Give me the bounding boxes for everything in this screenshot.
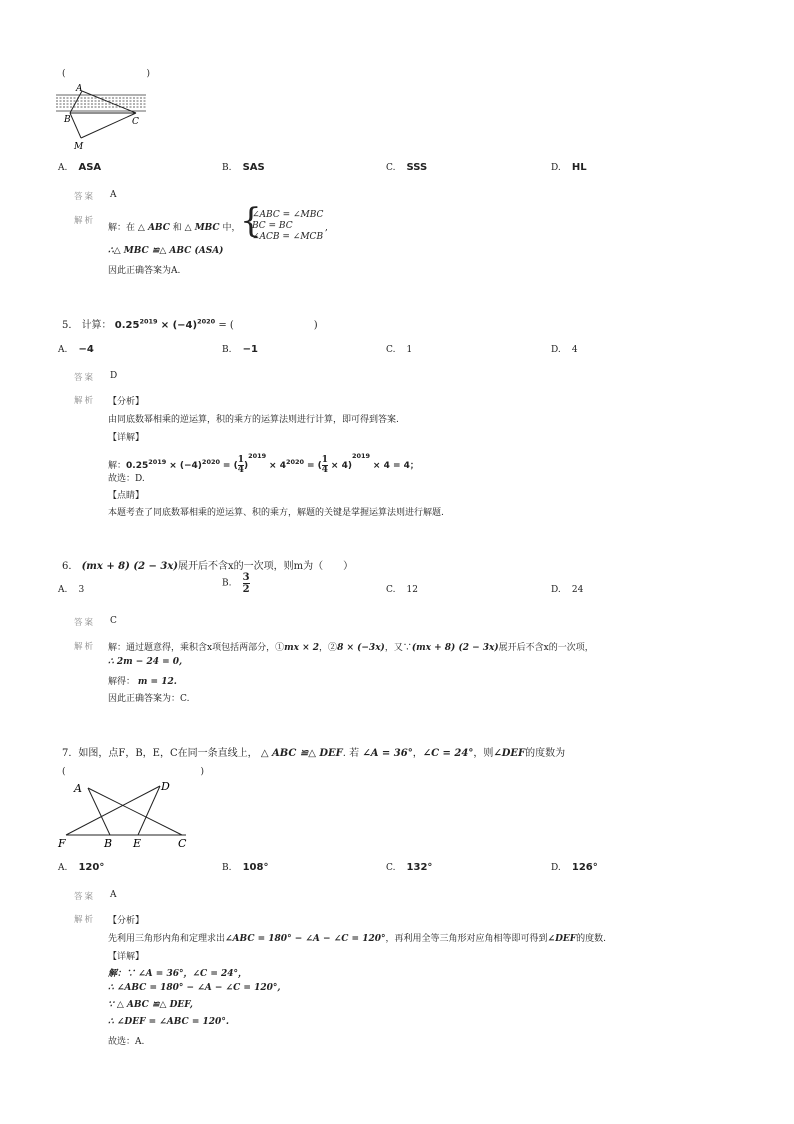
q4-option-a-letter: A. bbox=[58, 163, 68, 173]
q7-stem-e: ， bbox=[412, 748, 423, 759]
q5-calc-e: × 4 bbox=[269, 461, 286, 471]
q6-number: 6． bbox=[62, 561, 79, 572]
q6-line3-a: 解得： bbox=[108, 677, 136, 687]
q5-heading-dianjing: 【点睛】 bbox=[108, 491, 145, 501]
q6-option-a[interactable] bbox=[58, 577, 84, 596]
q4-system-end: , bbox=[325, 223, 328, 233]
q6-answer-value: C bbox=[110, 616, 117, 626]
q7-option-a-letter: A. bbox=[58, 863, 68, 873]
q7-option-c-text: 132° bbox=[406, 862, 433, 873]
q6-line3-b: m = 12. bbox=[137, 677, 177, 687]
q4-mid: 中， bbox=[222, 223, 241, 233]
q6-line1-f: (mx + 8) (2 − 3x) bbox=[411, 643, 499, 653]
q5-option-d[interactable] bbox=[551, 337, 578, 356]
q5-fraction-1-den: 4 bbox=[237, 465, 244, 475]
q4-system-eq1: ∠ABC = ∠MBC bbox=[252, 210, 324, 220]
q7-option-d-text: 126° bbox=[571, 862, 598, 873]
q6-option-a-letter: A. bbox=[58, 585, 68, 595]
q4-option-b-text: SAS bbox=[242, 162, 265, 173]
q5-times: × (−4) bbox=[160, 320, 198, 331]
q7-stem-i: 的度数为 bbox=[525, 748, 566, 759]
q7-stem-h: ∠DEF bbox=[493, 748, 526, 759]
q5-fraction-2-num: 1 bbox=[321, 455, 329, 465]
q7-answer-paren: ( ) bbox=[62, 767, 205, 777]
q6-option-c[interactable] bbox=[386, 577, 418, 596]
q6-stem bbox=[62, 557, 353, 572]
q7-heading-fenxi: 【分析】 bbox=[108, 916, 145, 926]
q6-analysis-label: 解析 bbox=[74, 642, 96, 652]
q4-system-brace: { bbox=[240, 201, 262, 241]
q7-fenxi-text bbox=[108, 931, 606, 944]
q7-fig-label-c: C bbox=[178, 837, 187, 850]
q6-option-b-den: 2 bbox=[242, 584, 250, 595]
q5-calc-b: × (−4) bbox=[169, 461, 202, 471]
q7-step-4: ∴ ∠DEF = ∠ABC = 120°. bbox=[108, 1017, 229, 1027]
q7-step-2: ∴ ∠ABC = 180° − ∠A − ∠C = 120°, bbox=[108, 983, 281, 993]
q6-line1-a: 解：通过题意得，乘积含x项包括两部分，① bbox=[108, 643, 285, 653]
q7-option-d[interactable] bbox=[551, 855, 598, 874]
q6-line1-d: 8 × (−3x) bbox=[337, 643, 385, 653]
q4-answer-label: 答案 bbox=[74, 192, 96, 202]
q5-option-c-letter: C. bbox=[386, 345, 396, 355]
q4-analysis-label: 解析 bbox=[74, 216, 96, 226]
q4-conj: 和 bbox=[172, 223, 182, 233]
q4-figure bbox=[56, 82, 148, 152]
q7-option-b-text: 108° bbox=[242, 862, 269, 873]
q4-option-c[interactable] bbox=[386, 155, 427, 174]
q5-calc-g: × 4) bbox=[330, 461, 352, 471]
q4-option-b-letter: B. bbox=[222, 163, 232, 173]
q5-calc-c: = ( bbox=[222, 461, 238, 471]
q7-step-3: ∵ △ ABC ≌△ DEF, bbox=[108, 1000, 193, 1010]
q7-fig-label-a: A bbox=[74, 782, 82, 795]
q6-line1-e: ，又∵ bbox=[384, 643, 412, 653]
q7-option-a[interactable] bbox=[58, 855, 104, 874]
q7-stem-a: 如图，点F，B，E，C在同一条直线上， bbox=[78, 748, 258, 759]
q5-calc-d: ) bbox=[243, 461, 249, 471]
q6-option-d[interactable] bbox=[551, 577, 583, 596]
q7-option-b[interactable] bbox=[222, 855, 268, 874]
q4-option-a[interactable] bbox=[58, 155, 101, 174]
q7-fenxi-e: 的度数. bbox=[576, 934, 607, 944]
q5-heading-fenxi: 【分析】 bbox=[108, 397, 145, 407]
q4-option-a-text: ASA bbox=[78, 162, 102, 173]
q6-analysis-line1 bbox=[108, 640, 594, 653]
q7-fenxi-c: ，再利用全等三角形对应角相等即可得到 bbox=[385, 934, 548, 944]
q4-answer-paren: ( ) bbox=[62, 69, 151, 79]
q6-option-c-text: 12 bbox=[406, 585, 418, 595]
q4-triangle-abc: △ ABC bbox=[137, 223, 170, 233]
q4-option-c-text: SSS bbox=[406, 162, 428, 173]
q6-option-b[interactable] bbox=[222, 572, 250, 595]
q5-exp1: 2019 bbox=[139, 317, 158, 326]
q7-analysis-label: 解析 bbox=[74, 915, 96, 925]
q7-option-a-text: 120° bbox=[78, 862, 105, 873]
q5-fenxi-text: 由同底数幂相乘的逆运算，积的乘方的运算法则进行计算，即可得到答案. bbox=[108, 415, 399, 425]
q5-calc-prefix: 解： bbox=[108, 461, 127, 471]
q6-option-d-letter: D. bbox=[551, 585, 561, 595]
q4-fig-label-c: C bbox=[132, 117, 139, 127]
q7-fig-label-b: B bbox=[104, 837, 113, 850]
q4-analysis-line2: ∴△ MBC ≌△ ABC (ASA) bbox=[108, 246, 224, 256]
q7-number: 7． bbox=[62, 748, 79, 759]
q5-option-b-text: −1 bbox=[242, 344, 258, 355]
q7-stem-d: ∠A = 36° bbox=[362, 748, 413, 759]
q5-option-a-text: −4 bbox=[78, 344, 94, 355]
q4-analysis-line1 bbox=[108, 220, 241, 233]
q5-number: 5． bbox=[62, 320, 79, 331]
q5-chose: 故选：D. bbox=[108, 474, 145, 484]
q6-line1-g: 展开后不含x的一次项， bbox=[498, 643, 594, 653]
q6-expression: (mx + 8) (2 − 3x) bbox=[81, 561, 179, 572]
q5-calc-b-exp: 2020 bbox=[201, 458, 221, 466]
q4-option-b[interactable] bbox=[222, 155, 265, 174]
q6-line1-b: mx × 2 bbox=[284, 643, 320, 653]
q7-option-d-letter: D. bbox=[551, 863, 561, 873]
q6-option-d-text: 24 bbox=[571, 585, 584, 595]
q5-fraction-2-den: 4 bbox=[321, 465, 329, 475]
q6-stem-text: 展开后不含x的一次项，则m为（ ） bbox=[178, 561, 354, 572]
q7-step-1: 解：∵ ∠A = 36°，∠C = 24°， bbox=[108, 969, 248, 979]
q5-calc-d-exp: 2019 bbox=[248, 452, 267, 460]
q4-system bbox=[252, 210, 323, 243]
q5-dianjing-text: 本题考查了同底数幂相乘的逆运算、积的乘方，解题的关键是掌握运算法则进行解题. bbox=[108, 508, 444, 518]
q7-step-5: 故选：A. bbox=[108, 1037, 145, 1047]
q4-triangle-mbc: △ MBC bbox=[184, 223, 220, 233]
q4-fig-label-m: M bbox=[74, 142, 84, 152]
q7-option-c[interactable] bbox=[386, 855, 432, 874]
q5-option-a[interactable] bbox=[58, 337, 94, 356]
q5-calc-line bbox=[108, 444, 419, 478]
q4-option-c-letter: C. bbox=[386, 163, 396, 173]
q5-eq-paren: = ( ) bbox=[218, 320, 318, 331]
q7-answer-label: 答案 bbox=[74, 892, 96, 902]
q4-fig-label-b: B bbox=[64, 115, 71, 125]
q5-option-b[interactable] bbox=[222, 337, 258, 356]
q4-system-eq3: ∠ACB = ∠MCB bbox=[252, 232, 324, 242]
q7-figure bbox=[56, 778, 196, 850]
q5-exp2: 2020 bbox=[197, 317, 216, 326]
q6-analysis-line2: ∴ 2m − 24 = 0, bbox=[108, 657, 183, 667]
q7-fenxi-b: ∠ABC = 180° − ∠A − ∠C = 120° bbox=[225, 934, 386, 944]
q4-option-d-text: HL bbox=[571, 162, 587, 173]
q7-fenxi-a: 先利用三角形内角和定理求出 bbox=[108, 934, 226, 944]
q6-option-a-text: 3 bbox=[78, 585, 85, 595]
q5-analysis-label: 解析 bbox=[74, 396, 96, 406]
q6-option-c-letter: C. bbox=[386, 585, 396, 595]
q5-fraction-1-num: 1 bbox=[237, 455, 244, 465]
q5-heading-xiangjie: 【详解】 bbox=[108, 433, 145, 443]
q5-fraction-2 bbox=[322, 456, 328, 475]
q5-calc-a: 0.25 bbox=[126, 461, 149, 471]
q5-answer-label: 答案 bbox=[74, 373, 96, 383]
q7-fig-label-e: E bbox=[133, 837, 142, 850]
q7-fig-label-f: F bbox=[58, 837, 66, 850]
q5-answer-value: D bbox=[110, 371, 118, 381]
q7-heading-xiangjie: 【详解】 bbox=[108, 952, 145, 962]
q7-fenxi-d: ∠DEF bbox=[547, 934, 577, 944]
q4-system-eq2: BC = BC bbox=[252, 221, 293, 231]
q7-answer-value: A bbox=[110, 890, 117, 900]
q5-calc-a-exp: 2019 bbox=[148, 458, 167, 466]
q5-option-c-text: 1 bbox=[406, 345, 413, 355]
q6-option-b-num: 3 bbox=[242, 572, 250, 583]
q5-stem bbox=[62, 316, 318, 331]
q6-analysis-line4: 因此正确答案为：C. bbox=[108, 694, 190, 704]
q4-fig-label-a: A bbox=[76, 84, 83, 94]
q4-answer-value: A bbox=[110, 190, 117, 200]
q7-fig-label-d: D bbox=[161, 780, 170, 793]
q4-option-d-letter: D. bbox=[551, 163, 561, 173]
q7-stem-f: ∠C = 24° bbox=[422, 748, 474, 759]
q5-option-d-letter: D. bbox=[551, 345, 561, 355]
q5-option-d-text: 4 bbox=[571, 345, 578, 355]
q6-analysis-line3 bbox=[108, 674, 177, 687]
q6-option-b-fraction bbox=[243, 572, 250, 595]
q5-option-c[interactable] bbox=[386, 337, 412, 356]
q5-base: 0.25 bbox=[114, 320, 140, 331]
q5-option-b-letter: B. bbox=[222, 345, 232, 355]
q7-stem-b: △ ABC ≌△ DEF bbox=[260, 748, 343, 759]
q7-stem-g: ，则 bbox=[473, 748, 494, 759]
q5-calc-f: = ( bbox=[306, 461, 322, 471]
q4-option-d[interactable] bbox=[551, 155, 587, 174]
q5-option-a-letter: A. bbox=[58, 345, 68, 355]
q4-line1-prefix: 解：在 bbox=[108, 223, 136, 233]
q6-option-b-letter: B. bbox=[222, 578, 232, 589]
q5-calc-e-exp: 2020 bbox=[285, 458, 305, 466]
q5-calc-g-exp: 2019 bbox=[351, 452, 371, 460]
q7-option-b-letter: B. bbox=[222, 863, 232, 873]
q5-calc-h: × 4 = 4； bbox=[372, 461, 419, 471]
q4-analysis-line3: 因此正确答案为A. bbox=[108, 266, 181, 276]
q7-option-c-letter: C. bbox=[386, 863, 396, 873]
q5-prefix: 计算： bbox=[81, 320, 112, 331]
q6-answer-label: 答案 bbox=[74, 618, 96, 628]
q7-stem-c: . 若 bbox=[342, 748, 360, 759]
q6-line1-c: ，② bbox=[319, 643, 338, 653]
q7-stem bbox=[62, 744, 565, 759]
